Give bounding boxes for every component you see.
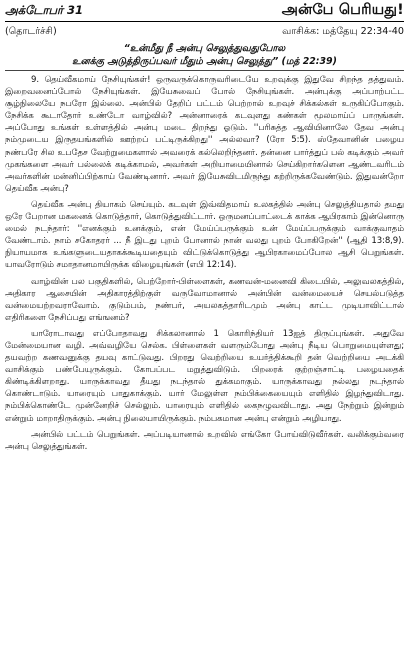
- body-paragraph-1: 9. தெய்வீகமாய் நேசியுங்கள்! ஒருவருக்கொருவரிடையே உறவுக்கு இதுவே சிறந்த தத்துவம். இறைவனைப்போல் நேசியுங்கள். இயேசுவைப் போல் நேசியுங்கள். அன்புக்கு அப்பாற்பட்ட சூழ்நிலையே நபரோ இல்லை. அன்பில் தேறிப் பட்டம் பெற்றால் உறவுச் சிக்கல்கள் உருகிப்போகும். நேசிக்க கூடாதோர் உண்டோ வாழ்வில்? அன்னாரைக் கடவுளது கண்கள் மூலமாய்ப் பாருங்கள். அப்போது உங்கள் உள்ளத்தில் அன்பு மடை திறந்து ஓடும். ''பரிசுத்த ஆவியினாலே தேவ அன்பு நம்முடைய இருதயங்களில் ஊற்றப் பட்டிருக்கிறது'' அல்லவா? (ரோ 5:5). ஸ்தேவானின் பழைய நண்பரே சில உபதேச வேற்றுமைகளால் அவரைக் கல்லெறிந்தனர். தன்னை பார்த்துப் பல் கடிக்கும் அவர் முகங்களை அவர் பல்லைக் கடிக்காமல், அவர்கள் அறியாமையினால் செய்கிறார்களென ஆண்டவரிடம் அவர்களின் மன்னிப்பிற்காய் வேண்டினார். அவர் இயேசுவிடமிருந்து கற்றிருக்கவேண்டும். இதுவன்றோ தெய்வீக அன்பு?: [5, 75, 404, 194]
- divider: [5, 70, 404, 71]
- scripture-reading: வாசிக்க: மத்தேயு 22:34-40: [282, 26, 404, 37]
- key-verse-line-1: “உன்மீது நீ அன்பு செலுத்துவதுபோல: [123, 43, 286, 54]
- key-verse: [5, 42, 404, 68]
- continued-label: (தொடர்ச்சி): [5, 26, 57, 37]
- devotional-page: [0, 1, 409, 664]
- subheader: [5, 26, 404, 40]
- body-paragraph-2: தெய்வீக அன்பு தியாகம் செய்யும். கடவுள் இவ்விதமாய் உலகத்தில் அன்பு செலுத்தியதால் தமது ஒரே பேறான மகனைக் கொடுத்தார், கொடுத்துவிட்டார். ஒருமனப்பாட்டைக் காக்க ஆபிரகாம் இன்னொரு மைல் நடந்தார்: ''எனக்கும் உனக்கும், என் மேய்ப்பருக்கும் உன் மேய்ப்பருக்கும் வாக்குவாதம் வேண்டாம். நாம் சகோதரர் ... நீ இடது புறம் போனால் நான் வலது புறம் போகிறேன்'' (ஆதி 13:8,9). நியாயமாக உங்களுடையதாகக்கூடியதையும் விட்டுக்கொடுத்து ஆபிரகாமைப்போல ஆசி பெறுங்கள். யாவரோடும் சமாதானமாயிருக்க விழையுங்கள் (எபி 12:14).: [5, 199, 404, 271]
- page-header: [5, 1, 404, 22]
- body-paragraph-3: வாழ்வின் பல பகுதிகளில், பெற்றோர்-பிள்ளைகள், கணவன்-மனைவி கிடையில், அலுவலகத்தில், அதிகார ஆசையின் அதிகாரத்திற்குள் வருவோமானால் அன்பின் வன்மையைச் செயல்படுத்த வன்மையற்றவராவோம். குடும்பம், நண்பர், அயலகத்தாரிடமும் அன்பு காட்ட முடியாவிட்டால் எதிரிகளை நேசிப்பது எங்ஙனம்?: [5, 276, 404, 323]
- page-date: அக்டோபர் 31: [5, 3, 84, 17]
- key-verse-line-2: உனக்கு அடுத்திருப்பவர் மீதும் அன்பு செலுத்து” (மத் 22:39): [72, 56, 337, 67]
- body-paragraph-5: அன்பில் பட்டம் பெறுங்கள். அப்படியானால் உறவில் எங்கோ போய்விடுவீர்கள். வலிக்கும்வரை அன்பு செலுத்துங்கள்.: [5, 429, 404, 452]
- body-paragraph-4: யாரோடாவது எப்போதாவது சிக்கலானால் 1 கொரிந்தியர் 13ஐத் திருப்புங்கள். அதுவே மேன்மையான வழி. அவ்வழியே செல்க. பிள்ளைகள் வளரும்போது அன்பு நீடிய பொறுமையுள்ளது; தயவற்ற கணவனுக்கு தயவு காட்டுவது. பிறரது வெற்றியை உயர்த்திக்கூறி தன் வெற்றியை அடக்கி வாசிக்கும் பண்பேயுருக்கும். கோபப்பட மறுத்துவிடும். பிறரைக் குற்றஞ்சாட்டி பழையதைக் கிண்டிக்கிளறாது. யாருக்காவது தீயது நடந்தால் துக்கமாகும். யாருக்காவது நல்லது நடந்தால் கொண்டாடும். யாரையும் பாதுகாக்கும். யார் மேலுள்ள நம்பிக்கையையும் எளிதில் இழந்துவிடாது. நம்பிக்கொண்டே முன்னேறிச் செல்லும். யாரையும் எளிதில் கைநழுவவிடாது. அது நேற்றும் இன்றும் என்றும் மாறாதிருக்கும். அன்பு நிலையாயிருக்கும். நம்பகமான அன்பு என்றும் அழியாது.: [5, 328, 404, 424]
- page-title: அன்பே பெரியது!: [281, 2, 404, 18]
